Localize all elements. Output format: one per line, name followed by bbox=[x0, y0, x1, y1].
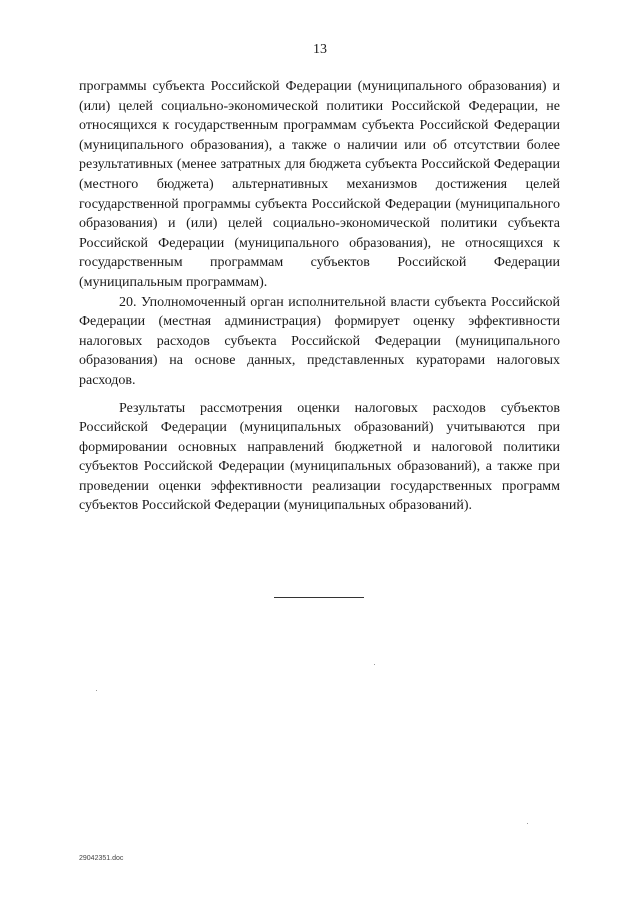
scan-speck bbox=[374, 664, 375, 665]
paragraph-continuation: программы субъекта Российской Федерации (муниципального образования) и (или) целей социально-экономической политики Российской Федерации, не относящихся к государственным программам субъекта Российской Федерации (муниципального образования), а также о наличии или об отсутствии более результативных (менее затратных для бюджета субъекта Российской Федерации (местного бюджета) альтернативных механизмов достижения целей государственной программы субъекта Российской Федерации (муниципального образования) и (или) целей социально-экономической политики субъекта Российской Федерации (муниципального образования), не относящихся к государственным программам субъектов Российской Федерации (муниципальным программам). bbox=[79, 79, 560, 290]
footer-file-code: 29042351.doc bbox=[79, 855, 124, 862]
paragraph-item-20: 20. Уполномоченный орган исполнительной власти субъекта Российской Федерации (местная администрация) формирует оценку эффективности налоговых расходов субъекта Российской Федерации (муниципального образования) на основе данных, представленных кураторами налоговых расходов. bbox=[79, 294, 560, 388]
scan-speck bbox=[527, 823, 528, 824]
page-number: 13 bbox=[313, 42, 327, 57]
document-body bbox=[79, 77, 560, 516]
paragraph-results: Результаты рассмотрения оценки налоговых расходов субъектов Российской Федерации (муниципальных образований) учитываются при формировании основных направлений бюджетной и налоговой политики субъектов Российской Федерации (муниципальных образований), а также при проведении оценки эффективности реализации государственных программ субъектов Российской Федерации (муниципальных образований). bbox=[79, 400, 560, 514]
scan-speck bbox=[96, 690, 97, 691]
end-divider-line bbox=[274, 597, 364, 598]
